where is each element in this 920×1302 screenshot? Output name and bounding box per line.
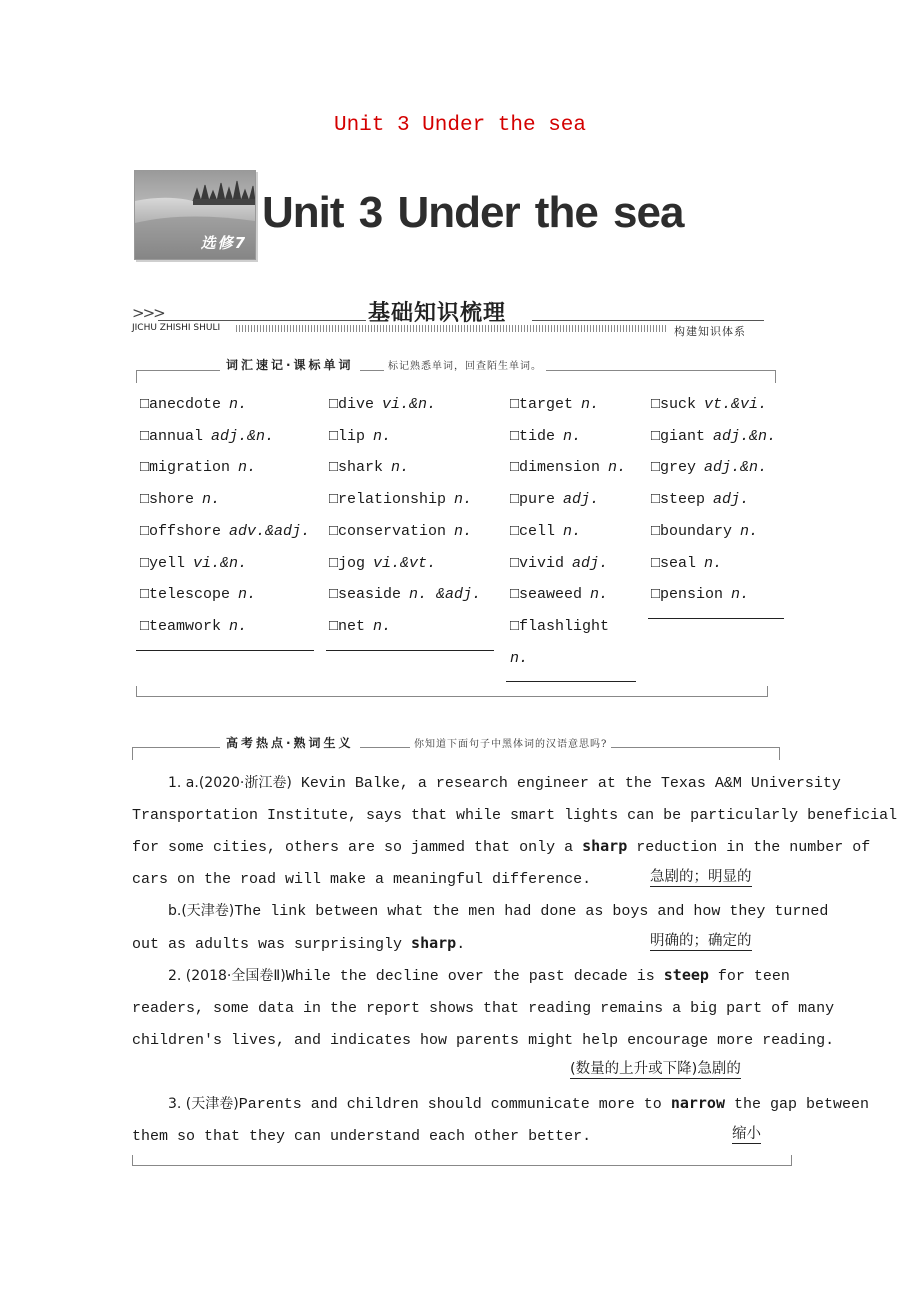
vocab-item (651, 523, 758, 540)
vocab-word: □giant (651, 427, 706, 445)
vocab-word: □annual (140, 427, 204, 445)
vocab-item (140, 523, 310, 540)
vocab-item (510, 396, 599, 413)
item-2-answer: (数量的上升或下降)急剧的 (570, 1061, 741, 1078)
meaning-item-1b (132, 896, 832, 960)
vocab-pos: adj. (563, 491, 600, 509)
vocab-word: □vivid (510, 554, 565, 572)
vocab-item (510, 555, 608, 572)
vocab-word: □dimension (510, 459, 601, 477)
item-1a-line4: cars on the road will make a meaningful difference. (132, 871, 592, 889)
section-arrows: >>> (132, 304, 164, 322)
meaning-item-3 (132, 1088, 870, 1152)
vocab-word: □seaside (329, 586, 402, 604)
item-3-line1-post: the gap between (725, 1096, 870, 1114)
vocab-item (329, 586, 481, 603)
vocab-word: □seaweed (510, 586, 583, 604)
vocab-item (510, 586, 608, 603)
vocab-word: □offshore (140, 522, 222, 540)
vocab-item (329, 523, 472, 540)
item-1a-prefix: 1. a.(2020·浙江卷) (168, 775, 292, 791)
vocab-pos: adj.&n. (704, 459, 768, 477)
vocab-word: □telescope (140, 586, 231, 604)
vocab-pos: n. &adj. (409, 586, 482, 604)
vocab-word: □flashlight (510, 617, 610, 635)
vocab-word: □net (329, 617, 366, 635)
item-3-line2: them so that they can understand each other better. (132, 1127, 592, 1145)
vocab-item (140, 459, 256, 476)
banner-title: Unit 3 Under the sea (262, 188, 684, 237)
item-3-prefix: 3. (天津卷) (168, 1096, 239, 1113)
vocab-pos: n. (202, 491, 221, 509)
item-1a-line1: Kevin Balke, a research engineer at the Texas A&M University (291, 775, 841, 792)
vocab-pos: adj. (713, 491, 750, 509)
vocab-pos: n. (391, 459, 410, 477)
vocab-pos: n. (740, 522, 759, 540)
vocab-pos: n. (704, 554, 723, 572)
vocab-item (140, 555, 247, 572)
vocab-item (140, 586, 256, 603)
vocab-pos: n. (454, 491, 473, 509)
page-title: Unit 3 Under the sea (333, 114, 587, 137)
vocab-pos: vi.&vt. (373, 554, 437, 572)
vocab-item (651, 459, 767, 476)
meaning-items (132, 768, 898, 1152)
item-2-line1-pre: While the decline over the past decade is (285, 968, 664, 986)
item-2-line2: readers, some data in the report shows that reading remains a big part of many (132, 999, 835, 1017)
meaning-item-2 (132, 960, 835, 1088)
vocab-pos: adj.&n. (713, 427, 777, 445)
item-1b-line2-post: . (456, 935, 466, 953)
vocab-item (651, 428, 776, 445)
item-3-line1-pre: Parents and children should communicate more to (238, 1096, 671, 1114)
vocab-box-bottom (136, 686, 768, 697)
vocab-pos: n. (454, 522, 473, 540)
vocab-pos: adj. (572, 554, 609, 572)
vocab-item (140, 428, 274, 445)
vocab-col2-line (326, 650, 494, 651)
section-title: 基础知识梳理 (368, 301, 507, 326)
vocab-pos: n. (731, 586, 750, 604)
vocab-box-hint: 标记熟悉单词，回查陌生单词。 (384, 357, 546, 372)
vocab-col3-line (506, 681, 636, 682)
meaning-box-hint: 你知道下面句子中黑体词的汉语意思吗? (410, 735, 611, 750)
vocab-word: □jog (329, 554, 366, 572)
vocab-word: □pure (510, 491, 556, 509)
meaning-box-bottom (132, 1155, 792, 1166)
vocab-pos: n. (608, 459, 627, 477)
vocab-flashlight-pos: n. (510, 650, 529, 667)
vocab-word: □conservation (329, 522, 447, 540)
vocab-pos: n. (590, 586, 609, 604)
item-2-line3: children's lives, and indicates how parents might help encourage more reading. (132, 1031, 835, 1049)
vocab-item (510, 523, 581, 540)
item-1b-bold-word: sharp (411, 933, 457, 952)
section-subtitle: 构建知识体系 (674, 325, 746, 338)
vocab-pos: n. (229, 396, 248, 413)
vocab-item (510, 459, 626, 476)
meaning-box-heading: 高考热点·熟词生义 (220, 734, 360, 751)
meaning-item-1a (132, 768, 898, 896)
vocab-word: □boundary (651, 522, 733, 540)
vocab-word: □suck (651, 396, 697, 413)
vocab-item (510, 491, 599, 508)
vocab-item (140, 396, 247, 413)
item-1a-answer: 急剧的；明显的 (650, 869, 752, 886)
vocab-pos: n. (563, 427, 582, 445)
vocab-pos: n. (563, 522, 582, 540)
vocab-word: □target (510, 396, 574, 413)
vocab-word: □yell (140, 554, 186, 572)
item-1a-line2: Transportation Institute, says that while smart lights can be particularly beneficial (132, 806, 898, 824)
section-rule-right (532, 320, 764, 321)
vocab-pos: n. (581, 396, 600, 413)
item-1b-answer: 明确的；确定的 (650, 932, 752, 949)
vocab-item (651, 555, 722, 572)
item-1a-line3-post: reduction in the number of (627, 839, 871, 857)
vocab-pos: vt.&vi. (704, 396, 768, 413)
vocab-word: □lip (329, 427, 366, 445)
vocab-item (329, 459, 409, 476)
vocab-word: □anecdote (140, 396, 222, 413)
vocab-item (651, 491, 749, 508)
vocab-word: □teamwork (140, 617, 222, 635)
vocab-item (329, 428, 391, 445)
item-1b-line1: The link between what the men had done as boys and how they turned (234, 902, 829, 920)
vocab-item (329, 491, 472, 508)
vocab-item (651, 586, 749, 603)
vocab-pos: vi.&n. (193, 554, 248, 572)
section-rule-left (158, 320, 366, 321)
vocab-word: □shore (140, 491, 195, 509)
vocab-pos: n. (229, 617, 248, 635)
vocab-pos: adv.&adj. (229, 522, 311, 540)
vocab-word: □migration (140, 459, 231, 477)
vocab-word: □steep (651, 491, 706, 509)
vocab-word: □tide (510, 427, 556, 445)
vocab-col4-line (648, 618, 784, 619)
vocab-word: □shark (329, 459, 384, 477)
item-2-line1-post: for teen (708, 968, 790, 986)
vocab-pos: n. (373, 427, 392, 445)
vocab-item (329, 396, 436, 413)
unit-thumbnail (134, 170, 256, 260)
vocab-pos: n. (373, 617, 392, 635)
vocab-pos: adj.&n. (211, 427, 275, 445)
vocab-word: □relationship (329, 491, 447, 509)
item-1b-prefix: b.(天津卷) (168, 902, 235, 919)
vocab-word: □pension (651, 586, 724, 604)
vocab-word: □dive (329, 396, 375, 413)
vocab-item (510, 618, 609, 635)
vocab-item (329, 555, 436, 572)
vocab-box-heading: 词汇速记·课标单词 (220, 356, 360, 373)
vocab-pos: n. (238, 459, 257, 477)
item-1a-line3-pre: for some cities, others are so jammed that only a (132, 839, 583, 857)
vocab-item (140, 491, 220, 508)
vocab-pos: n. (238, 586, 257, 604)
item-2-prefix: 2. (2018·全国卷Ⅱ) (168, 968, 286, 985)
item-1a-bold-word: sharp (582, 837, 628, 856)
vocab-word: □cell (510, 522, 556, 540)
section-pinyin: JICHU ZHISHI SHULI (132, 323, 221, 333)
vocab-pos: vi.&n. (382, 396, 437, 413)
vocab-item (329, 618, 391, 635)
item-1b-line2-pre: out as adults was surprisingly (132, 935, 412, 953)
item-3-bold-word: narrow (670, 1094, 725, 1113)
thumb-label: 选修7 (200, 234, 247, 252)
vocab-col1-line (136, 650, 314, 651)
item-3-answer: 缩小 (732, 1125, 761, 1142)
vocab-item (510, 428, 581, 445)
vocab-item (651, 396, 767, 413)
vocab-word: □seal (651, 554, 697, 572)
item-2-bold-word: steep (663, 966, 709, 985)
vocab-item (140, 618, 247, 635)
vocab-word: □grey (651, 459, 697, 477)
